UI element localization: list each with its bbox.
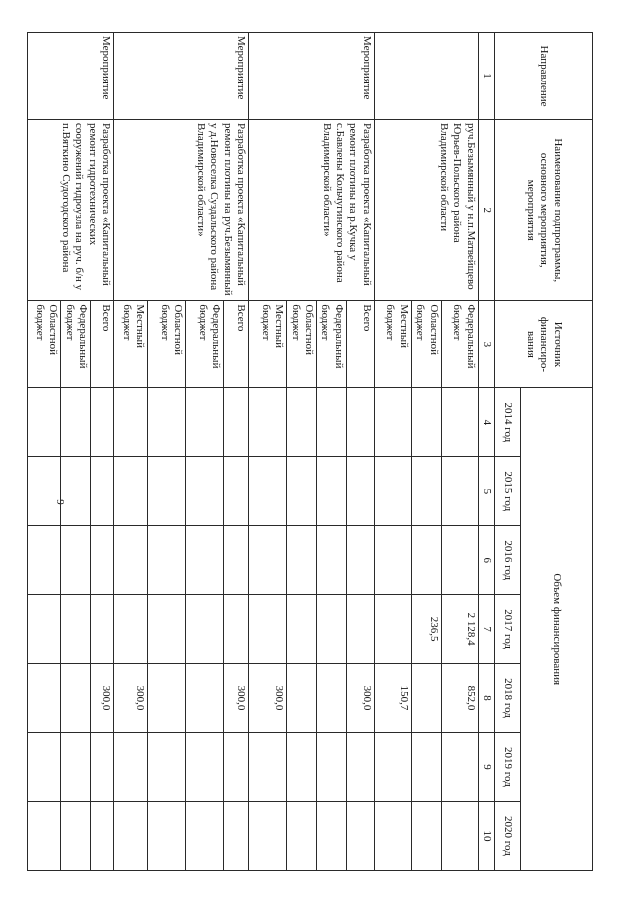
- column-number-row: [478, 33, 494, 871]
- amount-cell: [224, 388, 249, 457]
- header-year: 2015 год: [495, 457, 521, 526]
- amount-cell: [287, 664, 317, 733]
- amount-cell: 852,0: [441, 664, 478, 733]
- amount-cell: [287, 388, 317, 457]
- amount-cell: [114, 801, 148, 870]
- direction-cell: Мероприятие: [28, 33, 114, 120]
- amount-cell: [186, 664, 224, 733]
- amount-cell: [148, 801, 186, 870]
- amount-cell: [411, 526, 441, 595]
- amount-cell: [411, 664, 441, 733]
- amount-cell: [114, 732, 148, 801]
- amount-cell: [441, 732, 478, 801]
- amount-cell: [287, 595, 317, 664]
- amount-cell: [148, 732, 186, 801]
- amount-cell: [224, 457, 249, 526]
- header-year: 2017 год: [495, 595, 521, 664]
- header-name: Наименование подпрограммы, основного мероприятия, мероприятия: [495, 120, 593, 301]
- amount-cell: [186, 801, 224, 870]
- amount-cell: [346, 526, 374, 595]
- amount-cell: [91, 732, 114, 801]
- amount-cell: [186, 732, 224, 801]
- funding-source-cell: Областной бюджет: [287, 301, 317, 388]
- amount-cell: [441, 457, 478, 526]
- column-number: 9: [478, 732, 494, 801]
- amount-cell: [441, 526, 478, 595]
- amount-cell: [441, 801, 478, 870]
- amount-cell: [91, 595, 114, 664]
- amount-cell: [148, 388, 186, 457]
- amount-cell: [346, 595, 374, 664]
- amount-cell: 300,0: [346, 664, 374, 733]
- amount-cell: [148, 526, 186, 595]
- amount-cell: [316, 595, 346, 664]
- amount-cell: [224, 526, 249, 595]
- amount-cell: [91, 388, 114, 457]
- amount-cell: [411, 801, 441, 870]
- financing-table: [27, 32, 593, 871]
- amount-cell: 300,0: [249, 664, 287, 733]
- amount-cell: [28, 526, 61, 595]
- activity-name-cell: руч.Безымянный у н.п.Матвейщево Юрьев-Польского района Владимирской области: [374, 120, 478, 301]
- amount-cell: 2 128,4: [441, 595, 478, 664]
- amount-cell: [61, 526, 91, 595]
- amount-cell: [61, 664, 91, 733]
- amount-cell: [411, 388, 441, 457]
- amount-cell: [148, 595, 186, 664]
- column-number: 6: [478, 526, 494, 595]
- direction-cell: Мероприятие: [249, 33, 375, 120]
- amount-cell: [28, 457, 61, 526]
- amount-cell: [346, 732, 374, 801]
- amount-cell: [148, 457, 186, 526]
- header-year: 2016 год: [495, 526, 521, 595]
- table-row: [91, 33, 114, 871]
- amount-cell: [28, 801, 61, 870]
- amount-cell: 300,0: [224, 664, 249, 733]
- amount-cell: 300,0: [91, 664, 114, 733]
- funding-source-cell: Местный бюджет: [114, 301, 148, 388]
- amount-cell: [61, 801, 91, 870]
- amount-cell: [91, 526, 114, 595]
- funding-source-cell: Областной бюджет: [148, 301, 186, 388]
- amount-cell: [374, 732, 411, 801]
- amount-cell: [316, 457, 346, 526]
- amount-cell: [186, 595, 224, 664]
- amount-cell: [249, 457, 287, 526]
- amount-cell: [28, 664, 61, 733]
- column-number: 8: [478, 664, 494, 733]
- amount-cell: [224, 732, 249, 801]
- amount-cell: 150,7: [374, 664, 411, 733]
- header-year: 2018 год: [495, 664, 521, 733]
- direction-cell: [374, 33, 478, 120]
- header-year: 2014 год: [495, 388, 521, 457]
- direction-cell: Мероприятие: [114, 33, 249, 120]
- header-direction: Направление: [495, 33, 593, 120]
- amount-cell: [441, 388, 478, 457]
- amount-cell: [148, 664, 186, 733]
- header-year: 2020 год: [495, 801, 521, 870]
- column-number: 7: [478, 595, 494, 664]
- amount-cell: [249, 595, 287, 664]
- amount-cell: [287, 732, 317, 801]
- amount-cell: [61, 595, 91, 664]
- amount-cell: [374, 457, 411, 526]
- amount-cell: [287, 801, 317, 870]
- table-row: [224, 33, 249, 871]
- activity-name-cell: Разработка проекта «Капитальный ремонт гидротехнических сооружений гидроузла на руч. б/н у п.Вяткино Судогодского района: [28, 120, 114, 301]
- activity-name-cell: Разработка проекта «Капитальный ремонт плотины на руч.Безымянный у д.Новоселка Суздальского района Владимирской области»: [114, 120, 249, 301]
- funding-source-cell: Федеральный бюджет: [441, 301, 478, 388]
- funding-source-cell: Федеральный бюджет: [61, 301, 91, 388]
- header-year: 2019 год: [495, 732, 521, 801]
- amount-cell: [186, 526, 224, 595]
- amount-cell: [249, 526, 287, 595]
- funding-source-cell: Всего: [224, 301, 249, 388]
- table-container: [33, 32, 593, 871]
- amount-cell: [346, 801, 374, 870]
- amount-cell: [374, 526, 411, 595]
- funding-source-cell: Всего: [346, 301, 374, 388]
- amount-cell: [346, 388, 374, 457]
- amount-cell: [374, 595, 411, 664]
- amount-cell: [316, 388, 346, 457]
- column-number: 2: [478, 120, 494, 301]
- amount-cell: [287, 526, 317, 595]
- table-body: [28, 33, 478, 871]
- amount-cell: [287, 457, 317, 526]
- funding-source-cell: Всего: [91, 301, 114, 388]
- amount-cell: [224, 801, 249, 870]
- amount-cell: [186, 457, 224, 526]
- table-header: [478, 33, 592, 871]
- amount-cell: [28, 595, 61, 664]
- amount-cell: [61, 732, 91, 801]
- activity-name-cell: Разработка проекта «Капитальный ремонт плотины на р.Кучка у с.Бавлены Кольчугинского района Владимирской области»: [249, 120, 375, 301]
- header-volume: Объем финансирования: [521, 388, 593, 871]
- amount-cell: [316, 526, 346, 595]
- table-row: [346, 33, 374, 871]
- amount-cell: [114, 388, 148, 457]
- amount-cell: [411, 457, 441, 526]
- amount-cell: [114, 457, 148, 526]
- amount-cell: [411, 732, 441, 801]
- amount-cell: [316, 801, 346, 870]
- amount-cell: 300,0: [114, 664, 148, 733]
- column-number: 5: [478, 457, 494, 526]
- funding-source-cell: Местный бюджет: [249, 301, 287, 388]
- amount-cell: [249, 732, 287, 801]
- funding-source-cell: Областной бюджет: [411, 301, 441, 388]
- amount-cell: [61, 457, 91, 526]
- column-number: 3: [478, 301, 494, 388]
- table-row: [441, 33, 478, 871]
- amount-cell: [91, 801, 114, 870]
- funding-source-cell: Федеральный бюджет: [186, 301, 224, 388]
- header-source: Источник финансиро-вания: [495, 301, 593, 388]
- amount-cell: [28, 388, 61, 457]
- funding-source-cell: Местный бюджет: [374, 301, 411, 388]
- column-number: 1: [478, 33, 494, 120]
- amount-cell: [91, 457, 114, 526]
- amount-cell: [346, 457, 374, 526]
- amount-cell: [374, 801, 411, 870]
- page-number: 9: [53, 499, 66, 505]
- column-number: 10: [478, 801, 494, 870]
- amount-cell: [61, 388, 91, 457]
- amount-cell: [114, 595, 148, 664]
- amount-cell: [114, 526, 148, 595]
- amount-cell: [249, 388, 287, 457]
- funding-source-cell: Областной бюджет: [28, 301, 61, 388]
- amount-cell: 236,5: [411, 595, 441, 664]
- amount-cell: [316, 664, 346, 733]
- amount-cell: [316, 732, 346, 801]
- amount-cell: [28, 732, 61, 801]
- column-number: 4: [478, 388, 494, 457]
- funding-source-cell: Федеральный бюджет: [316, 301, 346, 388]
- amount-cell: [374, 388, 411, 457]
- amount-cell: [186, 388, 224, 457]
- amount-cell: [249, 801, 287, 870]
- rotated-table-area: [33, 32, 593, 871]
- amount-cell: [224, 595, 249, 664]
